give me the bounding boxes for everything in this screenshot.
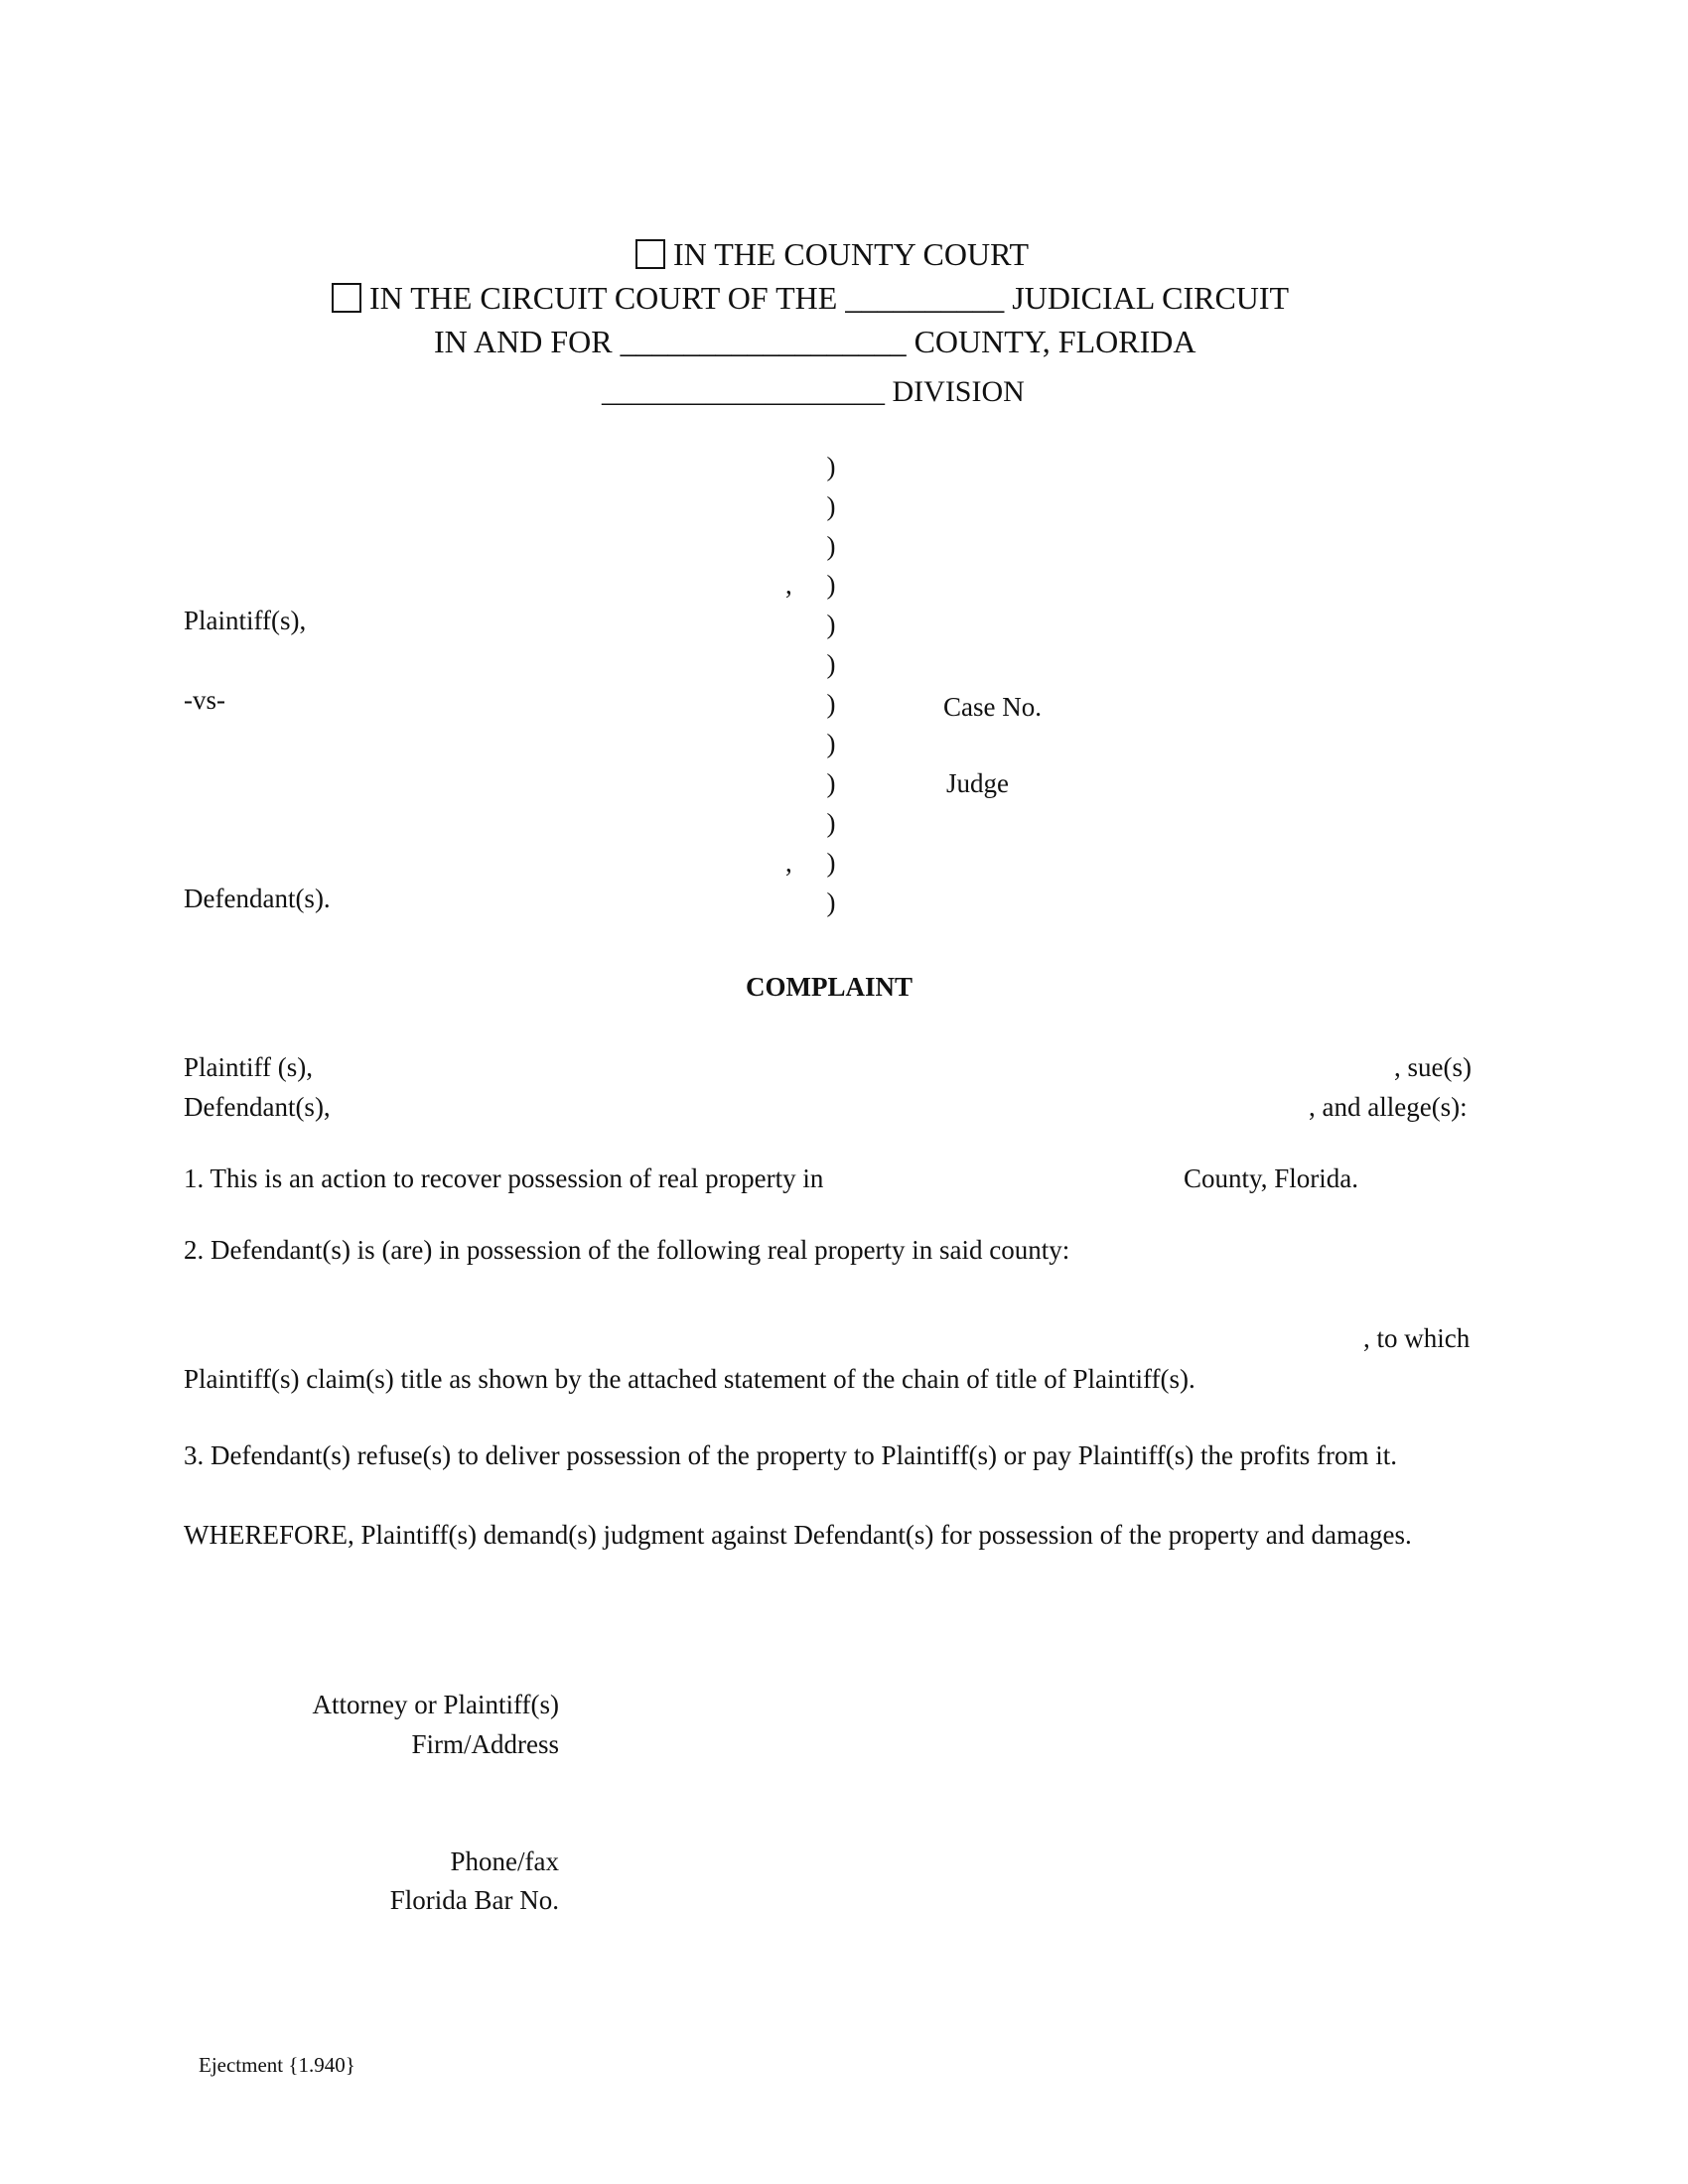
caption-paren: ): [826, 452, 836, 481]
caption-paren: ): [826, 808, 836, 838]
division-label: DIVISION: [892, 375, 1025, 408]
property-county-field[interactable]: [866, 1160, 1174, 1193]
form-footer: Ejectment {1.940}: [199, 2053, 355, 2077]
case-no-field[interactable]: [1057, 688, 1494, 722]
county-name-field[interactable]: __________________: [620, 324, 907, 359]
caption-paren: ): [826, 491, 836, 521]
to-which-label: , to which: [1363, 1323, 1471, 1353]
caption-paren: ): [826, 531, 836, 561]
paragraph-2: 2. Defendant(s) is (are) in possession of the following real property in said county:: [184, 1235, 1070, 1265]
caption-paren: ): [826, 610, 836, 639]
caption-comma: ,: [785, 570, 792, 600]
attorney-name-field[interactable]: [571, 1686, 1266, 1719]
firm-address-label: Firm/Address: [411, 1729, 559, 1759]
phone-fax-field[interactable]: [571, 1843, 1266, 1876]
florida-bar-label: Florida Bar No.: [389, 1885, 559, 1915]
caption-paren: ): [826, 689, 836, 719]
paragraph-1: 1. This is an action to recover possession of real property in: [184, 1163, 824, 1193]
alleges-label: , and allege(s):: [1309, 1092, 1468, 1122]
plaintiff-label: Plaintiff (s),: [184, 1052, 313, 1082]
judge-field[interactable]: [1033, 764, 1494, 798]
division-name-field[interactable]: ___________________: [602, 375, 885, 408]
in-and-for-label: IN AND FOR: [434, 324, 613, 359]
case-no-label: Case No.: [943, 692, 1042, 722]
document-title: COMPLAINT: [746, 972, 913, 1002]
florida-bar-field[interactable]: [571, 1881, 1266, 1915]
caption-paren: ): [826, 570, 836, 600]
vs-label: -vs-: [184, 685, 225, 715]
county-line: [434, 324, 1196, 360]
defendant-names-field[interactable]: [343, 1088, 1306, 1122]
firm-address-field[interactable]: [571, 1725, 1266, 1805]
circuit-court-label: IN THE CIRCUIT COURT OF THE: [369, 280, 838, 316]
circuit-court-line: [332, 280, 1289, 317]
paragraph-1-end: County, Florida.: [1184, 1163, 1359, 1193]
attorney-label: Attorney or Plaintiff(s): [312, 1690, 559, 1719]
caption-paren: ): [826, 768, 836, 798]
county-court-line: [635, 236, 1029, 273]
plaintiff-names-field[interactable]: [343, 1048, 1385, 1082]
defendant-name-field[interactable]: [184, 842, 774, 876]
paragraph-3: 3. Defendant(s) refuse(s) to deliver possession of the property to Plaintiff(s) or pay Plaintiff(s) the profits from it.: [184, 1440, 1397, 1470]
phone-fax-label: Phone/fax: [450, 1846, 559, 1876]
wherefore-paragraph: WHEREFORE, Plaintiff(s) demand(s) judgment against Defendant(s) for possession of the property and damages.: [184, 1520, 1412, 1550]
division-line: [602, 375, 1025, 409]
defendant-label: Defendant(s),: [184, 1092, 331, 1122]
county-court-label: IN THE COUNTY COURT: [673, 236, 1030, 272]
caption-paren: ): [826, 729, 836, 758]
caption-comma: ,: [785, 848, 792, 878]
plaintiffs-label: Plaintiff(s),: [184, 606, 307, 635]
circuit-number-field[interactable]: __________: [845, 280, 1005, 316]
circuit-court-checkbox[interactable]: [332, 283, 361, 313]
county-court-checkbox[interactable]: [635, 239, 665, 269]
claim-line: Plaintiff(s) claim(s) title as shown by the attached statement of the chain of title of Plaintiff(s).: [184, 1364, 1196, 1394]
plaintiff-name-field[interactable]: [184, 564, 774, 598]
judge-label: Judge: [946, 768, 1009, 798]
defendants-label: Defendant(s).: [184, 884, 331, 913]
sues-label: , sue(s): [1394, 1052, 1472, 1082]
caption-paren: ): [826, 848, 836, 878]
property-description-field[interactable]: [184, 1281, 1475, 1350]
caption-paren: ): [826, 887, 836, 917]
judicial-circuit-label: JUDICIAL CIRCUIT: [1012, 280, 1290, 316]
county-florida-label: COUNTY, FLORIDA: [914, 324, 1196, 359]
caption-paren: ): [826, 649, 836, 679]
